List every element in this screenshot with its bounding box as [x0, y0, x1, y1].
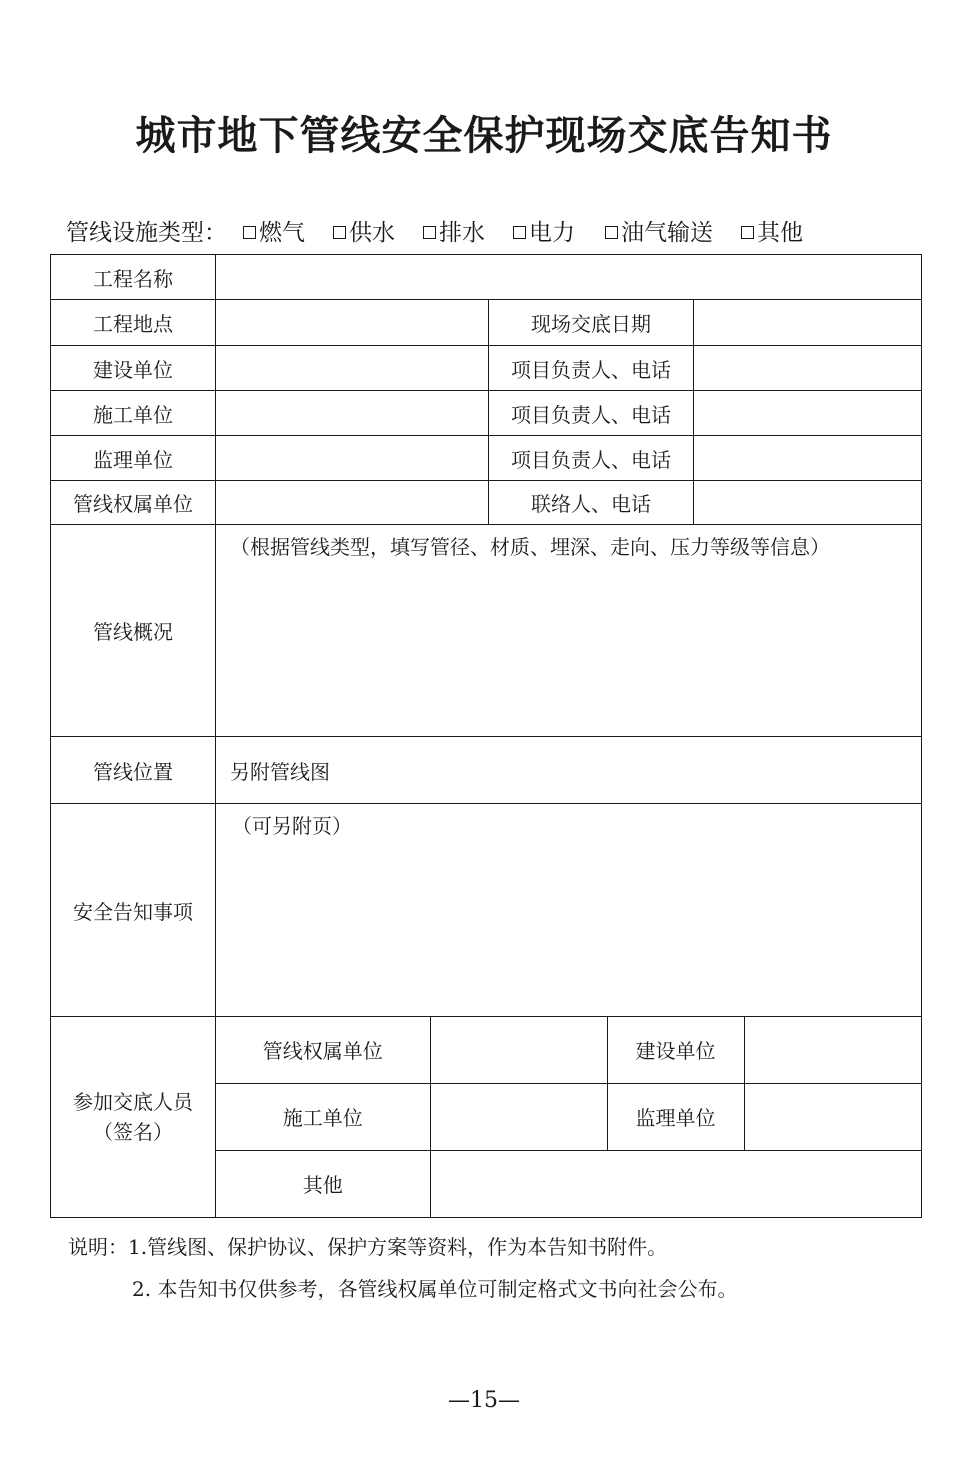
- notes: [68, 1226, 737, 1310]
- participants-label: [51, 1017, 216, 1218]
- supervision-unit-field[interactable]: [216, 436, 489, 481]
- sign-pipeline-owner-field[interactable]: [430, 1017, 607, 1083]
- sign-other-field[interactable]: [430, 1150, 922, 1217]
- pipeline-overview-label: 管线概况: [51, 525, 216, 737]
- note-line-2: 2. 本告知书仅供参考，各管线权属单位可制定格式文书向社会公布。: [132, 1277, 738, 1301]
- checkbox-icon: [513, 226, 526, 239]
- checkbox-power[interactable]: 电力: [513, 220, 575, 246]
- participants-label-line2: （签名）: [93, 1120, 173, 1144]
- checkbox-water-supply[interactable]: 供水: [333, 220, 395, 246]
- handover-date-label: 现场交底日期: [489, 300, 694, 346]
- checkbox-oil-gas-transport[interactable]: 油气输送: [605, 220, 713, 246]
- checkbox-icon: [243, 226, 256, 239]
- construction-unit-field[interactable]: [216, 346, 489, 391]
- participants-label-line1: 参加交底人员: [73, 1090, 193, 1114]
- checkbox-icon: [333, 226, 346, 239]
- sign-other-label: 其他: [216, 1150, 430, 1217]
- page-number: —15—: [448, 1388, 520, 1413]
- safety-notice-hint: （可另附页）: [232, 814, 352, 838]
- checkbox-other[interactable]: 其他: [741, 220, 803, 246]
- project-location-field[interactable]: [216, 300, 489, 346]
- checkbox-icon: [605, 226, 618, 239]
- checkbox-icon: [423, 226, 436, 239]
- contractor-manager-label: 项目负责人、电话: [489, 391, 694, 436]
- construction-manager-label: 项目负责人、电话: [489, 346, 694, 391]
- sign-pipeline-owner-label: 管线权属单位: [216, 1017, 430, 1083]
- checkbox-icon: [741, 226, 754, 239]
- sign-construction-unit-field[interactable]: [744, 1017, 922, 1083]
- sign-supervision-unit-label: 监理单位: [607, 1083, 744, 1150]
- pipeline-position-value: 另附管线图: [230, 759, 330, 784]
- note-line-1: 说明：1.管线图、保护协议、保护方案等资料，作为本告知书附件。: [68, 1235, 668, 1259]
- pipeline-position-field[interactable]: [216, 737, 922, 804]
- supervision-manager-field[interactable]: [694, 436, 922, 481]
- sign-contractor-unit-field[interactable]: [430, 1083, 607, 1150]
- project-location-label: 工程地点: [51, 300, 216, 346]
- contact-phone-field[interactable]: [694, 481, 922, 525]
- safety-notice-label: 安全告知事项: [51, 804, 216, 1017]
- document-title: 城市地下管线安全保护现场交底告知书: [135, 112, 833, 159]
- pipeline-position-label: 管线位置: [51, 737, 216, 804]
- checkbox-drainage[interactable]: 排水: [423, 220, 485, 246]
- sign-supervision-unit-field[interactable]: [744, 1083, 922, 1150]
- supervision-manager-label: 项目负责人、电话: [489, 436, 694, 481]
- pipeline-type-label: 管线设施类型：: [66, 220, 227, 246]
- project-name-label: 工程名称: [51, 255, 216, 300]
- contractor-unit-field[interactable]: [216, 391, 489, 436]
- project-name-field[interactable]: [216, 255, 922, 300]
- sign-contractor-unit-label: 施工单位: [216, 1083, 430, 1150]
- pipeline-overview-hint: （根据管线类型，填写管径、材质、埋深、走向、压力等级等信息）: [230, 535, 830, 559]
- contractor-manager-field[interactable]: [694, 391, 922, 436]
- contact-phone-label: 联络人、电话: [489, 481, 694, 525]
- pipeline-owner-label: 管线权属单位: [51, 481, 216, 525]
- handover-form-table: [50, 254, 922, 1218]
- construction-unit-label: 建设单位: [51, 346, 216, 391]
- sign-construction-unit-label: 建设单位: [607, 1017, 744, 1083]
- supervision-unit-label: 监理单位: [51, 436, 216, 481]
- pipeline-owner-field[interactable]: [216, 481, 489, 525]
- pipeline-overview-field[interactable]: [216, 525, 922, 737]
- signature-area: [216, 1017, 922, 1218]
- contractor-unit-label: 施工单位: [51, 391, 216, 436]
- pipeline-type-selector: [66, 214, 803, 247]
- checkbox-gas[interactable]: 燃气: [243, 220, 305, 246]
- signature-table: [216, 1017, 922, 1217]
- construction-manager-field[interactable]: [694, 346, 922, 391]
- handover-date-field[interactable]: [694, 300, 922, 346]
- safety-notice-field[interactable]: [216, 804, 922, 1017]
